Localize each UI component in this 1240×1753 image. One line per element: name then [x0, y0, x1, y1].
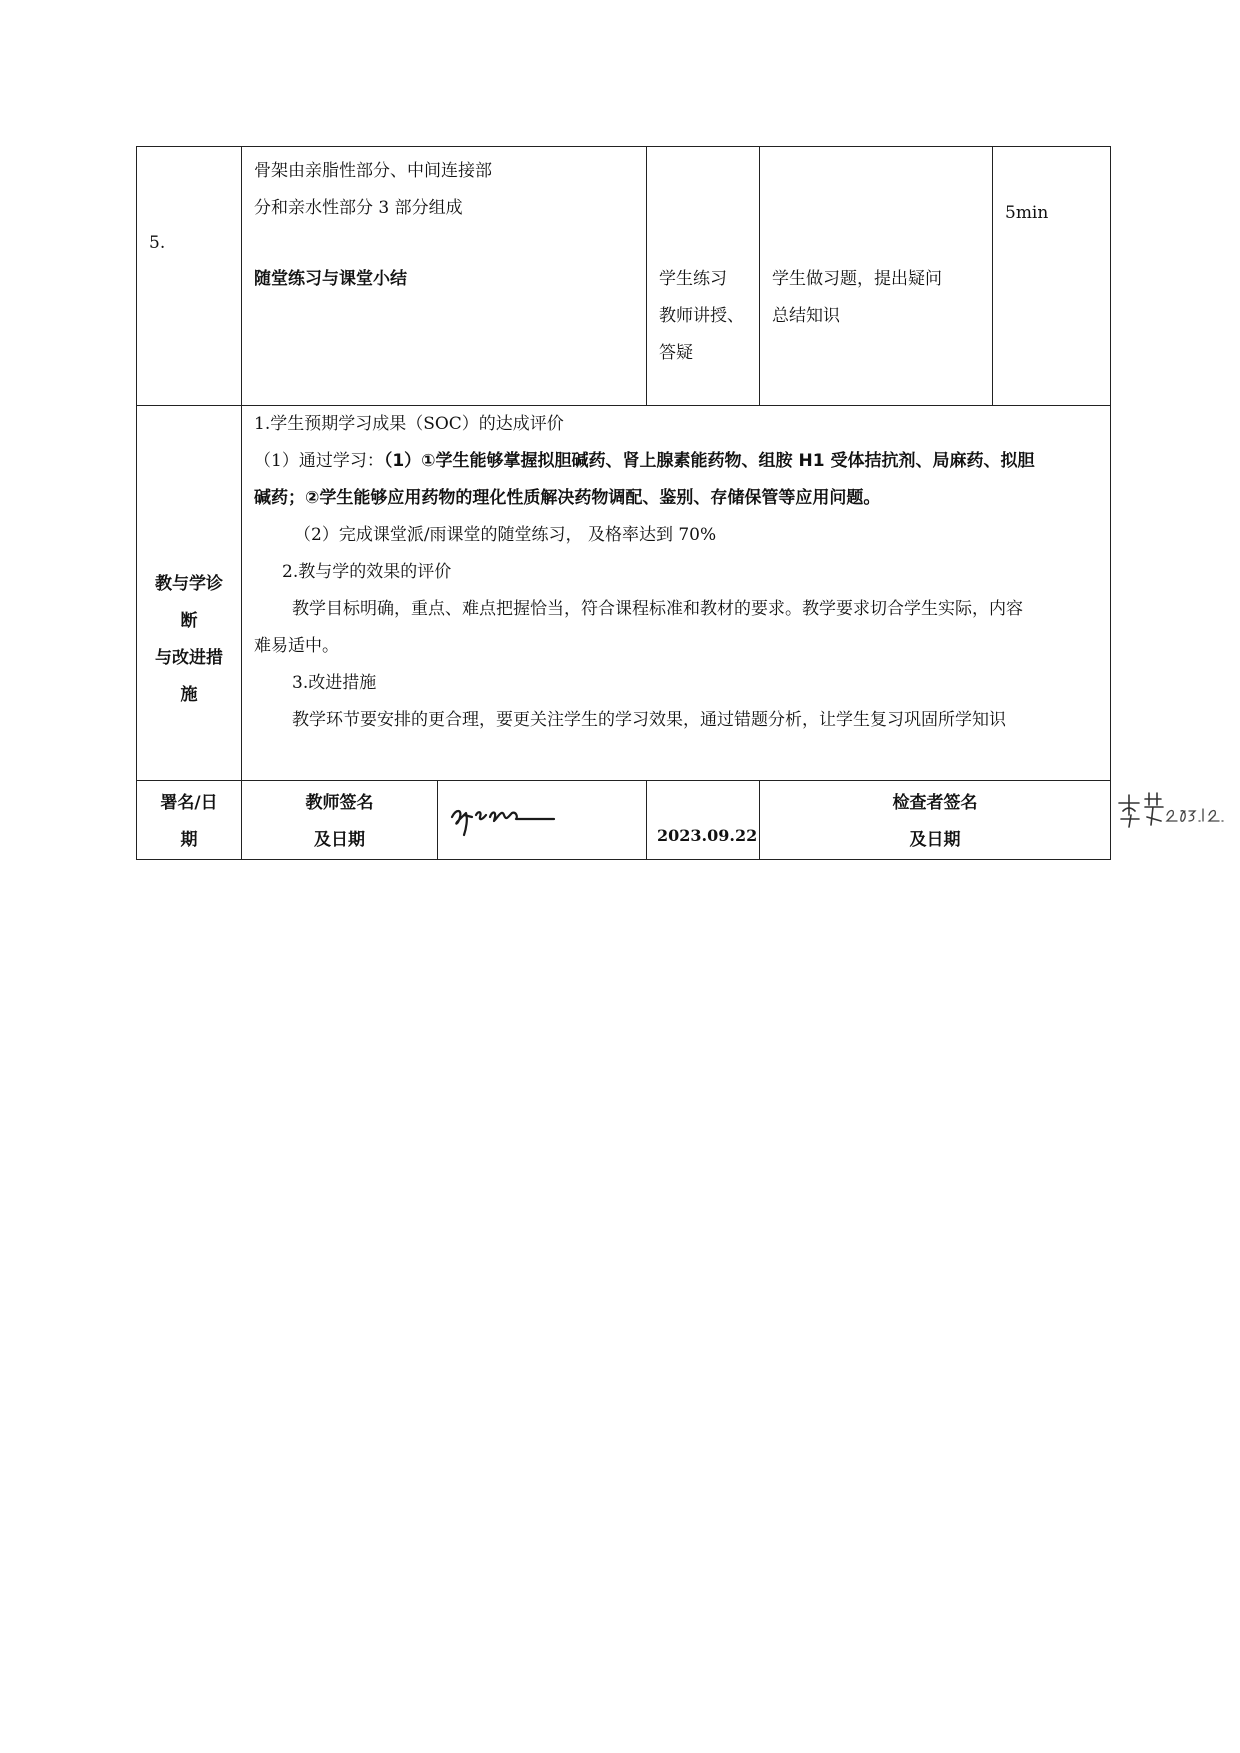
- student-activity-cell: [760, 147, 993, 406]
- table-row-step-5: [137, 147, 1111, 406]
- diagnosis-content-cell: [242, 406, 1111, 781]
- soc-item-1-bold-cont: 碱药；②学生能够应用药物的理化性质解决药物调配、鉴别、存储保管等应用问题。: [254, 488, 881, 508]
- student-activity-line: 总结知识: [772, 306, 840, 326]
- checker-sign-label-line: 检查者签名: [892, 793, 978, 813]
- teacher-sign-label-line: 及日期: [314, 830, 365, 850]
- signature-label-line: 期: [180, 830, 198, 850]
- diagnosis-heading-cell: [137, 406, 242, 781]
- soc-item-1-bold: （1）①学生能够掌握拟胆碱药、肾上腺素能药物、组胺 H1 受体拮抗剂、局麻药、拟胆: [383, 451, 1035, 471]
- teacher-signature-cell: [438, 781, 647, 860]
- teacher-activity-cell: [647, 147, 760, 406]
- section-title: 随堂练习与课堂小结: [254, 269, 407, 289]
- step-content-cell: [242, 147, 647, 406]
- teacher-date-cell: [647, 781, 760, 860]
- effect-evaluation-title: 2.教与学的效果的评价: [282, 562, 452, 582]
- teacher-activity-line: 答疑: [659, 343, 693, 363]
- diagnosis-heading-line: 与改进措: [155, 648, 223, 668]
- teacher-activity-line: 教师讲授、: [659, 306, 744, 326]
- step-number: 5.: [149, 233, 166, 253]
- diagnosis-heading-line: 教与学诊: [155, 574, 223, 594]
- duration-cell: [993, 147, 1111, 406]
- diagnosis-heading-line: 施: [180, 685, 198, 705]
- table-row-signature: [137, 781, 1111, 860]
- lesson-plan-table: [136, 146, 1111, 860]
- soc-item-1: [254, 443, 1100, 480]
- teacher-sign-label-line: 教师签名: [305, 793, 374, 813]
- signature-label-line: 署名/日: [160, 793, 218, 813]
- checker-handwritten-signature: [1111, 781, 1227, 841]
- checker-sign-label-cell: [760, 781, 1111, 860]
- teacher-date: 2023.09.22: [657, 826, 758, 845]
- improvement-title: 3.改进措施: [292, 673, 377, 693]
- table-row-diagnosis: [137, 406, 1111, 781]
- signature-label-cell: [137, 781, 242, 860]
- content-line: 分和亲水性部分 3 部分组成: [254, 198, 463, 218]
- teacher-handwritten-signature: [446, 795, 558, 841]
- duration: 5min: [1005, 203, 1049, 223]
- effect-evaluation-text-cont: 难易适中。: [254, 636, 339, 656]
- improvement-text: 教学环节要安排的更合理，要更关注学生的学习效果，通过错题分析，让学生复习巩固所学知识: [292, 710, 1006, 730]
- soc-item-2: （2）完成课堂派/雨课堂的随堂练习， 及格率达到 70%: [294, 525, 717, 545]
- teacher-sign-label-cell: [242, 781, 438, 860]
- content-line: 骨架由亲脂性部分、中间连接部: [254, 161, 492, 181]
- checker-sign-label-line: 及日期: [909, 830, 961, 850]
- soc-evaluation-title: 1.学生预期学习成果（SOC）的达成评价: [254, 414, 564, 434]
- effect-evaluation-text: 教学目标明确，重点、难点把握恰当，符合课程标准和教材的要求。教学要求切合学生实际，内容: [292, 599, 1023, 619]
- diagnosis-heading-line: 断: [180, 611, 198, 631]
- soc-item-1-prefix: （1）通过学习：: [254, 451, 384, 471]
- student-activity-line: 学生做习题，提出疑问: [772, 269, 942, 289]
- teacher-activity-line: 学生练习: [659, 269, 727, 289]
- step-number-cell: [137, 147, 242, 406]
